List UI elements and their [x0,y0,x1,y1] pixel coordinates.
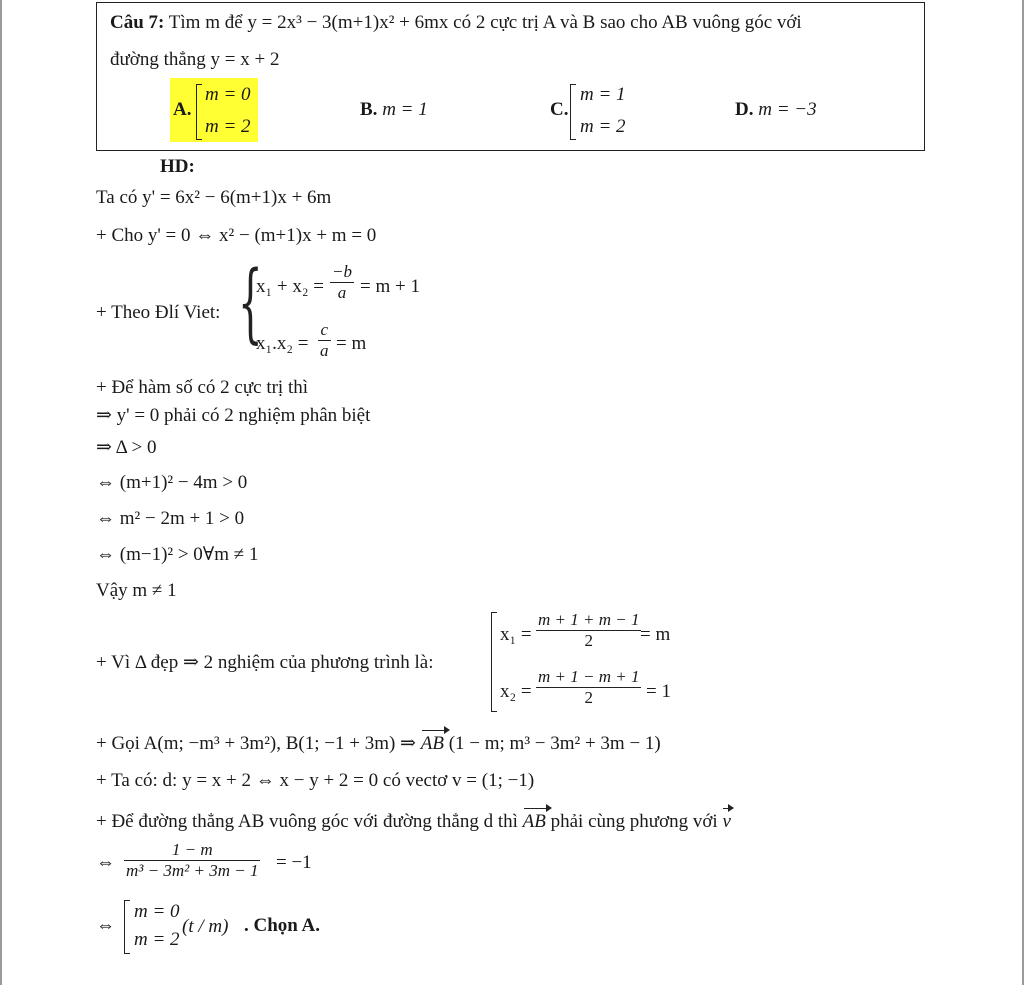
solution-line-perpendicular [96,811,731,833]
vector-ab-components: (1 − m; m³ − 3m² + 3m − 1) [448,733,661,754]
solution-line-equation: + Cho y' = 0 ⇔ x² − (m+1)x + m = 0 [96,225,377,246]
vector-v-arrow [723,808,732,809]
roots-row-1-left: x₁ = [500,624,532,645]
option-a-line-2: m = 2 [205,116,251,137]
option-d [735,99,817,121]
viet-row-1-denominator: a [330,282,354,303]
option-c-label: C. [550,99,569,120]
parallel-text: phải cùng phương với [550,811,718,832]
vector-ab-2-arrow [524,808,550,809]
ratio-numerator: 1 − m [171,840,213,859]
roots-row-1-fraction [536,610,641,651]
roots-row-1-right: = m [640,624,671,645]
option-a-line-1: m = 0 [205,84,251,105]
option-b [360,99,428,121]
final-row-1: m = 0 [134,901,180,922]
viet-row-1-fraction [330,262,354,303]
points-text: + Gọi A(m; −m³ + 3m²), B(1; −1 + 3m) ⇒ [96,733,416,754]
ratio-prefix: ⇔ [96,852,115,873]
roots-row-1-denominator: 2 [536,630,641,651]
option-c-line-2: m = 2 [580,116,626,137]
option-d-value: m = −3 [758,99,817,120]
final-row-2: m = 2 [134,929,180,950]
perpendicular-text: + Để đường thẳng AB vuông góc với đường thẳng d thì [96,811,518,832]
solution-line-delta: ⇒ Δ > 0 [96,437,157,458]
viet-row-2-fraction [318,320,331,361]
final-choice: . Chọn A. [244,915,321,936]
solution-line-quadratic: ⇔ m² − 2m + 1 > 0 [96,508,245,529]
ratio-fraction [124,840,260,881]
roots-row-2-left: x₂ = [500,681,532,702]
roots-row-2-numerator: m + 1 − m + 1 [538,667,640,686]
vector-ab-2-label: AB [522,811,546,832]
vector-ab [421,733,444,755]
vector-v-label: v [722,811,731,832]
option-a-bracket [196,84,202,140]
question-text: Tìm m để y = 2x³ − 3(m+1)x² + 6mx có 2 cực trị A và B sao cho AB vuông góc với [168,12,802,33]
solution-line-derivative: Ta có y' = 6x² − 6(m+1)x + 6m [96,187,332,208]
final-prefix: ⇔ [96,915,115,936]
solution-line-direction: + Ta có: d: y = x + 2 ⇔ x − y + 2 = 0 có vectơ v = (1; −1) [96,770,535,791]
viet-brace: { [238,253,263,353]
option-a-label: A. [173,99,192,120]
option-b-value: m = 1 [382,99,428,120]
ratio-denominator: m³ − 3m² + 3m − 1 [126,861,259,880]
viet-row-1-numerator: −b [332,262,352,281]
vector-ab-2 [523,811,546,833]
vector-ab-arrow [422,730,448,731]
solution-line-distinct-roots: ⇒ y' = 0 phải có 2 nghiệm phân biệt [96,405,371,426]
option-c-bracket [570,84,576,140]
solution-line-points [96,733,661,755]
roots-label: + Vì Δ đẹp ⇒ 2 nghiệm của phương trình là: [96,652,434,673]
question-label: Câu 7: [110,12,165,33]
roots-bracket [491,612,497,712]
viet-row-2-right: = m [336,333,367,354]
viet-label: + Theo Đlí Viet: [96,302,221,323]
solution-line-delta-expand: ⇔ (m+1)² − 4m > 0 [96,472,248,493]
vector-ab-label: AB [420,733,444,754]
option-d-label: D. [735,99,754,120]
option-b-label: B. [360,99,378,120]
question-line-1 [110,12,802,34]
option-c-line-1: m = 1 [580,84,626,105]
vector-v [722,811,730,833]
viet-row-1-left: x₁ + x₂ = [256,276,324,297]
viet-row-2-numerator: c [320,320,329,339]
solution-line-square: ⇔ (m−1)² > 0∀m ≠ 1 [96,544,259,565]
final-tm: (t / m) [182,916,229,937]
solution-line-condition: + Để hàm số có 2 cực trị thì [96,377,309,398]
viet-row-2-left: x₁.x₂ = [256,333,309,354]
roots-row-2-right: = 1 [646,681,671,702]
question-line-2: đường thẳng y = x + 2 [110,49,280,70]
viet-row-2-denominator: a [320,341,329,360]
roots-row-2-fraction [536,667,641,708]
viet-row-1-right: = m + 1 [360,276,420,297]
hd-heading: HD: [160,156,195,177]
final-bracket [124,900,130,954]
ratio-right: = −1 [276,852,312,873]
solution-line-conclusion: Vậy m ≠ 1 [96,580,177,601]
roots-row-2-denominator: 2 [536,687,641,708]
roots-row-1-numerator: m + 1 + m − 1 [538,610,640,629]
